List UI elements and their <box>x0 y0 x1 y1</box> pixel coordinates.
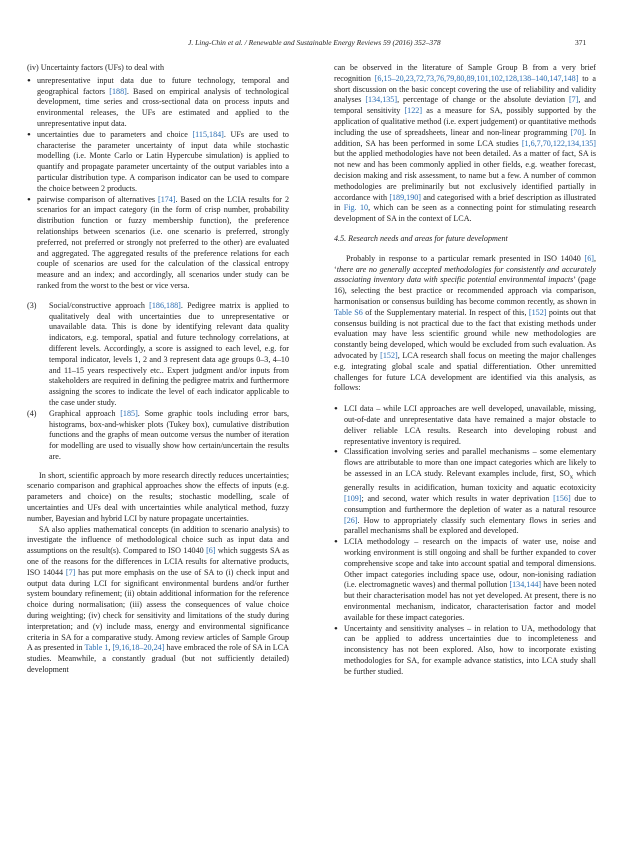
citation-link[interactable]: [6,15–20,23,72,73,76,79,80,89,101,102,128,138–140,147,148] <box>374 73 579 83</box>
bullet-text: ; and second, water which results in water deprivation <box>361 494 550 504</box>
item-label: (3) <box>27 300 37 310</box>
list-item <box>334 537 596 623</box>
citation-link[interactable]: [70] <box>570 127 585 137</box>
bullet-text: . Based on the LCIA results for 2 scenarios for an impact category (in the form of crisp number, probability distribution function or fuzzy membership function), the preference relationships between scenarios (i.e. one scenario is preferred, strongly preferred, not preferred or strongly not preferred to the other) are evaluated and aggregated. The aggregated results of the preference relations for each couple of scenarios are used for the calculation of the classical entropy measure and an index; and accordingly, all scenarios under study can be ranked from the worst to the best or vice versa. <box>37 194 289 290</box>
citation-link[interactable]: [6] <box>584 253 594 263</box>
bullet-text: . UFs are used to characterise the parameter uncertainty of input data while stochastic modelling (i.e. Monte Carlo or Latin Hypercube simulation) is applied to quantify and propagate parameter uncertainty of the output variables into a particular distribution type. A comparison indicator can be used to compare the choice between 2 products. <box>37 129 289 193</box>
paragraph-text: has put more emphasis on the use of SA to (i) check input and output data during LCI for significant environmental burdens and/or further system boundary refinement; (ii) obtain additional information for the reference choice during normalisation; (iii) assess the consequences of value choice during weighting; (iv) check for sensitivity and limitations of the study during interpretation; and (v) include mass, energy and environmental significance criteria in SA for a comparative study. Among review articles of Sample Group A as presented in <box>27 567 289 653</box>
quoted-text: there are no generally accepted methodologies for consistently and accurately associating inventory data with specific potential environmental impacts <box>334 264 596 285</box>
list-item <box>334 447 596 537</box>
paragraph-text: as a measure for SA, possibly supported by the application of qualitative method (i.e. expert judgement) or quantitative methods including the use of spreadsheets, linear and non-linear programming <box>334 106 596 137</box>
right-column <box>334 63 596 678</box>
citation-link[interactable]: [152] <box>528 307 547 317</box>
challenges-bullet-list <box>334 404 596 678</box>
citation-link[interactable]: [185] <box>120 408 138 418</box>
bullet-text: . How to appropriately classify such elementary flows in series and parallel mechanisms shall be explored and developed. <box>344 515 596 536</box>
paragraph-text: , LCA research shall focus on meeting the major challenges e.g. integrating global scale and spatial differentiation. Other unremitted challenges for future LCA development are identified via this analysis, as follows: <box>334 350 596 393</box>
table-link[interactable]: Table S6 <box>334 307 363 317</box>
journal-citation: J. Ling-Chin et al. / Renewable and Sustainable Energy Reviews 59 (2016) 352–378 <box>188 38 441 47</box>
citation-link[interactable]: [1,6,7,70,122,134,135] <box>521 138 596 148</box>
list-item <box>27 195 289 292</box>
paragraph-text: but the applied methodologies have not been detailed. As a matter of fact, SA is not new and has been commonly applied in other fields, e.g. weather forecast, decision making and risk assessment, to name but a few. A number of common methodologies are preliminarily but not exclusively identified partially in accordance with <box>334 149 596 202</box>
item-text: . Some graphic tools including error bars, histograms, box-and-whisker plots (Tukey box), cumulative distribution functions and the graphs of mean outcome versus the number of iteration for modelling are used to visually show how certain/uncertain the results are. <box>49 408 289 461</box>
paragraph-text: , which can be seen as a connecting point for stimulating research development of SA in the context of LCA. <box>334 203 596 224</box>
bullet-text: uncertainties due to parameters and choice <box>37 129 188 139</box>
paragraph <box>334 254 596 394</box>
paragraph-text: have embraced the role of SA in LCA studies. Meanwhile, a constantly gradual (but not sufficiently detailed) development <box>27 643 289 675</box>
paragraph-text: . In addition, SA has been performed in some LCA studies <box>334 127 596 148</box>
subscript: x <box>569 473 574 481</box>
paragraph-text: points out that consensus building is not practical due to the fact that existing methods under evaluation may have less scientific ground while new methodologies are constantly being developed, which would be excluded from such evaluation. As advocated by <box>334 307 596 360</box>
citation-link[interactable]: [7] <box>568 95 579 105</box>
citation-link[interactable]: [115,184] <box>192 129 224 139</box>
citation-link[interactable]: [9,16,18–20,24] <box>112 643 165 653</box>
page-number: 371 <box>575 38 587 47</box>
bullet-text: pairwise comparison of alternatives <box>37 194 156 204</box>
bullet-text: Classification involving series and parallel mechanisms – some elementary flows are attributable to more than one impact categories which are likely to be assessed in an LCA study. Relevant examples include, first, SO <box>344 447 596 478</box>
bullet-text: LCIA methodology – research on the impacts of water use, noise and working environment is still ongoing and shall be further expanded to cover comprehensive scope and take into account spatial and temporal dimensions. Other impact categories including space use, odour, non-ionising radiation (i.e. electromagnetic waves) and thermal pollution <box>344 537 596 590</box>
bullet-text: . Based on empirical analysis of technological development, time series and cross-sectional data on process inputs and environmental releases, the UFs are estimated and applied to the unrepresentative input data. <box>37 86 290 128</box>
paragraph: SA also applies mathematical concepts (in addition to scenario analysis) to investigate the influence of methodological choice such as input data and assumptions on the result(s). Compared to ISO 14040 [6] which suggests SA as one of the reasons for the differences in LCIA results for alternative products, ISO 14044 [7] has put more emphasis on the use of SA to (i) check input and output data during LCI for significant environmental burdens and/or further system boundary refinement; (ii) obtain additional information for the reference choice during normalisation; (iii) assess the consequences of value choice during weighting; (iv) check for sensitivity and limitations of the study during interpretation; and (v) include mass, energy and environmental significance criteria in SA for a comparative study. Among review articles of Sample Group A as presented in Table 1, [9,16,18–20,24] have embraced the role of SA in LCA studies. Meanwhile, a constantly gradual (but not sufficiently detailed) development <box>27 524 289 675</box>
paragraph-text: , and temporal sensitivity <box>334 95 597 116</box>
citation-link[interactable]: [122] <box>404 106 423 116</box>
citation-link[interactable]: [174] <box>158 194 176 204</box>
bullet-text: due to consumption and furthermore the depletion of water as a natural resource <box>344 494 596 514</box>
paragraph-text: and categorised with a brief description as illustrated in <box>334 192 596 213</box>
citation-link[interactable]: [109] <box>344 494 362 504</box>
citation-link[interactable]: [189,190] <box>389 192 422 202</box>
citation-link[interactable]: [156] <box>553 494 571 504</box>
bullet-text: which generally results in acidification, human toxicity and aquatic ecotoxicity <box>344 468 596 493</box>
paragraph-text: , ‘ <box>334 253 596 274</box>
paragraph-text: , percentage of change or the absolute deviation <box>397 95 565 105</box>
paragraph-text: to a short discussion on the basic concept covering the use of reliability and validity analyses <box>334 73 596 105</box>
item-text: . Pedigree matrix is applied to qualitatively deal with uncertainties due to unrepresentative or unavailable data. This is done by identifying relevant data quality indicators, e.g. temporal, spatial and future technology correlations, at different levels. Accordingly, a score is assigned to each level, e.g. for temporal indicator, levels 1, 2 and 3 represent data age groups 0–3, 4–10 and 11–15 years respectively etc.. Expert judgment and/or inputs from stakeholders are required in defining the pedigree matrix and furthermore assigning the scores to indicate the level of each indicator applicable to the case under study. <box>49 300 290 407</box>
item-text: Graphical approach <box>49 408 116 418</box>
paragraph-text: can be observed in the literature of Sample Group B from a very brief recognition <box>334 63 596 83</box>
uf-bullet-list <box>27 76 289 292</box>
paragraph <box>334 63 596 225</box>
list-item <box>27 130 289 195</box>
figure-link[interactable]: Fig. 10 <box>343 203 369 213</box>
section-heading: 4.5. Research needs and areas for future development <box>334 233 508 243</box>
item-label: (4) <box>27 408 37 418</box>
paragraph-text: ’ (page 16), selecting the best practice or recommended approach via comparison, harmonisation or consensus building has become common recently, as shown in <box>334 275 596 306</box>
running-header <box>0 38 638 50</box>
uf-heading: (iv) Uncertainty factors (UFs) to deal with <box>27 63 165 72</box>
paragraph-text: of the Supplementary material. In respect of this, <box>365 307 527 317</box>
bullet-text: have been noted but their characterisation model has not yet developed. At present, there is no environmental mechanism, indicator, characterisation factor and model available for these impact categories. <box>344 580 596 622</box>
citation-link[interactable]: [186,188] <box>149 300 181 310</box>
paragraph-text: Probably in response to a particular remark presented in ISO 14040 <box>346 253 581 263</box>
citation-link[interactable]: [134,144] <box>509 580 542 590</box>
list-item: • Uncertainty and sensitivity analyses – in relation to UA, methodology that can be applied to address uncertainties due to incompleteness and inconsistency has not been explored. Also, how to incorporate existing methodologies for SA, for example advance statistics, into LCA study shall be further studied. <box>334 624 596 678</box>
numbered-item-4 <box>27 409 289 463</box>
citation-link[interactable]: [7] <box>65 567 76 577</box>
bullet-text: unrepresentative input data due to future technology, temporal and geographical factors <box>37 75 289 96</box>
item-text: Social/constructive approach <box>49 300 145 310</box>
paragraph-text: SA also applies mathematical concepts (in addition to scenario analysis) to investigate the influence of methodological choice such as input data and assumptions on the result(s). Compared to ISO 14040 <box>27 524 289 556</box>
citation-link[interactable]: [134,135] <box>365 95 398 105</box>
paragraph: In short, scientific approach by more research directly reduces uncertainties; scenario comparison and graphical approaches show the effects of inputs (e.g. parameters and choice) on the results; stochastic modelling, scale of uncertainties and UFs deal with uncertainties while analytical method, fuzzy number, Bayesian and hybrid LCI by nature propagate uncertainties. <box>27 470 289 523</box>
citation-link[interactable]: [6] <box>206 546 216 556</box>
numbered-item-3 <box>27 301 289 409</box>
paragraph-text: which suggests SA as one of the reasons for the differences in LCIA results for alternative products, ISO 14044 <box>27 546 289 577</box>
citation-link[interactable]: [26] <box>344 515 358 525</box>
list-item: • LCI data – while LCI approaches are well developed, unavailable, missing, out-of-date and unrepresentative data have remained a major obstacle to deliver reliable LCA results. Research into developing robust and representative inventory is required. <box>334 404 596 447</box>
table-link[interactable]: Table 1 <box>84 643 109 653</box>
list-item <box>27 76 289 130</box>
left-column <box>27 63 289 676</box>
citation-link[interactable]: [152] <box>380 350 398 360</box>
citation-link[interactable]: [188] <box>109 86 127 96</box>
